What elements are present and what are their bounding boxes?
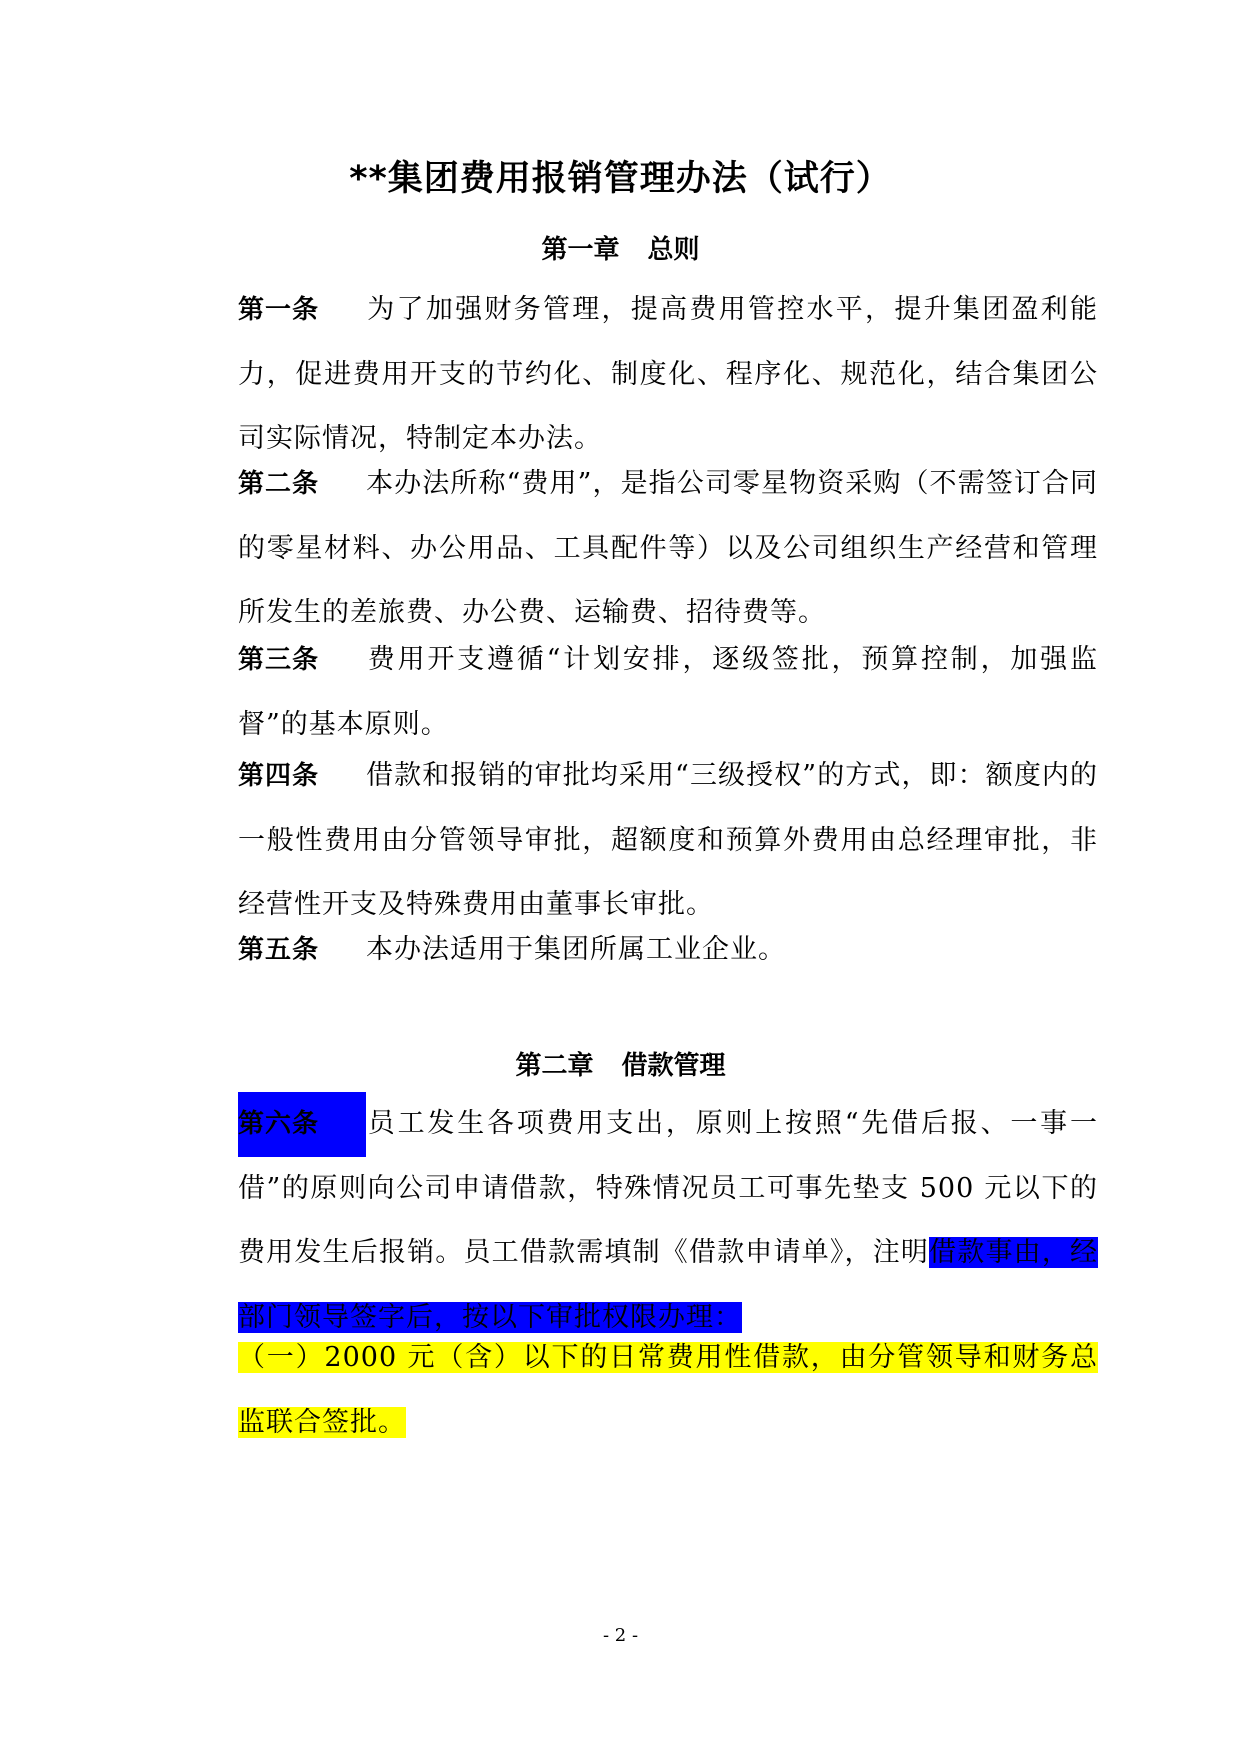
article-4-label: 第四条: [238, 761, 320, 791]
article-3-label: 第三条: [238, 645, 320, 675]
chapter-1-number: 第一章: [541, 235, 620, 265]
chapter-2-name: 借款管理: [621, 1051, 726, 1081]
article-4-text: 借款和报销的审批均采用“三级授权”的方式，即：额度内的一般性费用由分管领导审批，超额度和预算外费用由总经理审批，非经营性开支及特殊费用由董事长审批。: [238, 760, 1098, 920]
document-title: **集团费用报销管理办法（试行）: [349, 159, 892, 199]
article-4: [190, 744, 1098, 938]
article-5-text: 本办法适用于集团所属工业企业。: [366, 934, 786, 965]
article-5: [190, 918, 1098, 983]
article-6-item-1: [190, 1326, 1098, 1455]
chapter-1-name: 总则: [647, 235, 700, 265]
chapter-2-number: 第二章: [515, 1051, 594, 1081]
item-1-highlighted-text: （一）2000 元（含）以下的日常费用性借款，由分管领导和财务总监联合签批。: [238, 1342, 1098, 1438]
article-6-highlighted-text: 借款事由，经部门领导签字后，按以下审批权限办理：: [238, 1237, 1099, 1333]
article-6: [190, 1092, 1098, 1350]
article-1: [190, 278, 1098, 472]
article-6-text: 员工发生各项费用支出，原则上按照“先借后报、一事一借”的原则向公司申请借款，特殊情况员工可事先垫支 500 元以下的费用发生后报销。员工借款需填制《借款申请单》，注明: [238, 1108, 1098, 1268]
article-1-text: 为了加强财务管理，提高费用管控水平，提升集团盈利能力，促进费用开支的节约化、制度化、程序化、规范化，结合集团公司实际情况，特制定本办法。: [238, 294, 1098, 454]
article-2-label: 第二条: [238, 469, 320, 499]
article-6-label: 第六条: [238, 1092, 366, 1157]
chapter-2-heading: [0, 1046, 1241, 1086]
article-3-text: 费用开支遵循“计划安排，逐级签批，预算控制，加强监督”的基本原则。: [238, 644, 1098, 740]
article-2-text: 本办法所称“费用”，是指公司零星物资采购（不需签订合同的零星材料、办公用品、工具配件等）以及公司组织生产经营和管理所发生的差旅费、办公费、运输费、招待费等。: [238, 468, 1098, 628]
chapter-1-heading: [0, 230, 1241, 270]
article-5-label: 第五条: [238, 935, 320, 965]
page-number: - 2 -: [602, 1625, 639, 1646]
article-3: [190, 628, 1098, 757]
article-2: [190, 452, 1098, 646]
article-1-label: 第一条: [238, 295, 320, 325]
